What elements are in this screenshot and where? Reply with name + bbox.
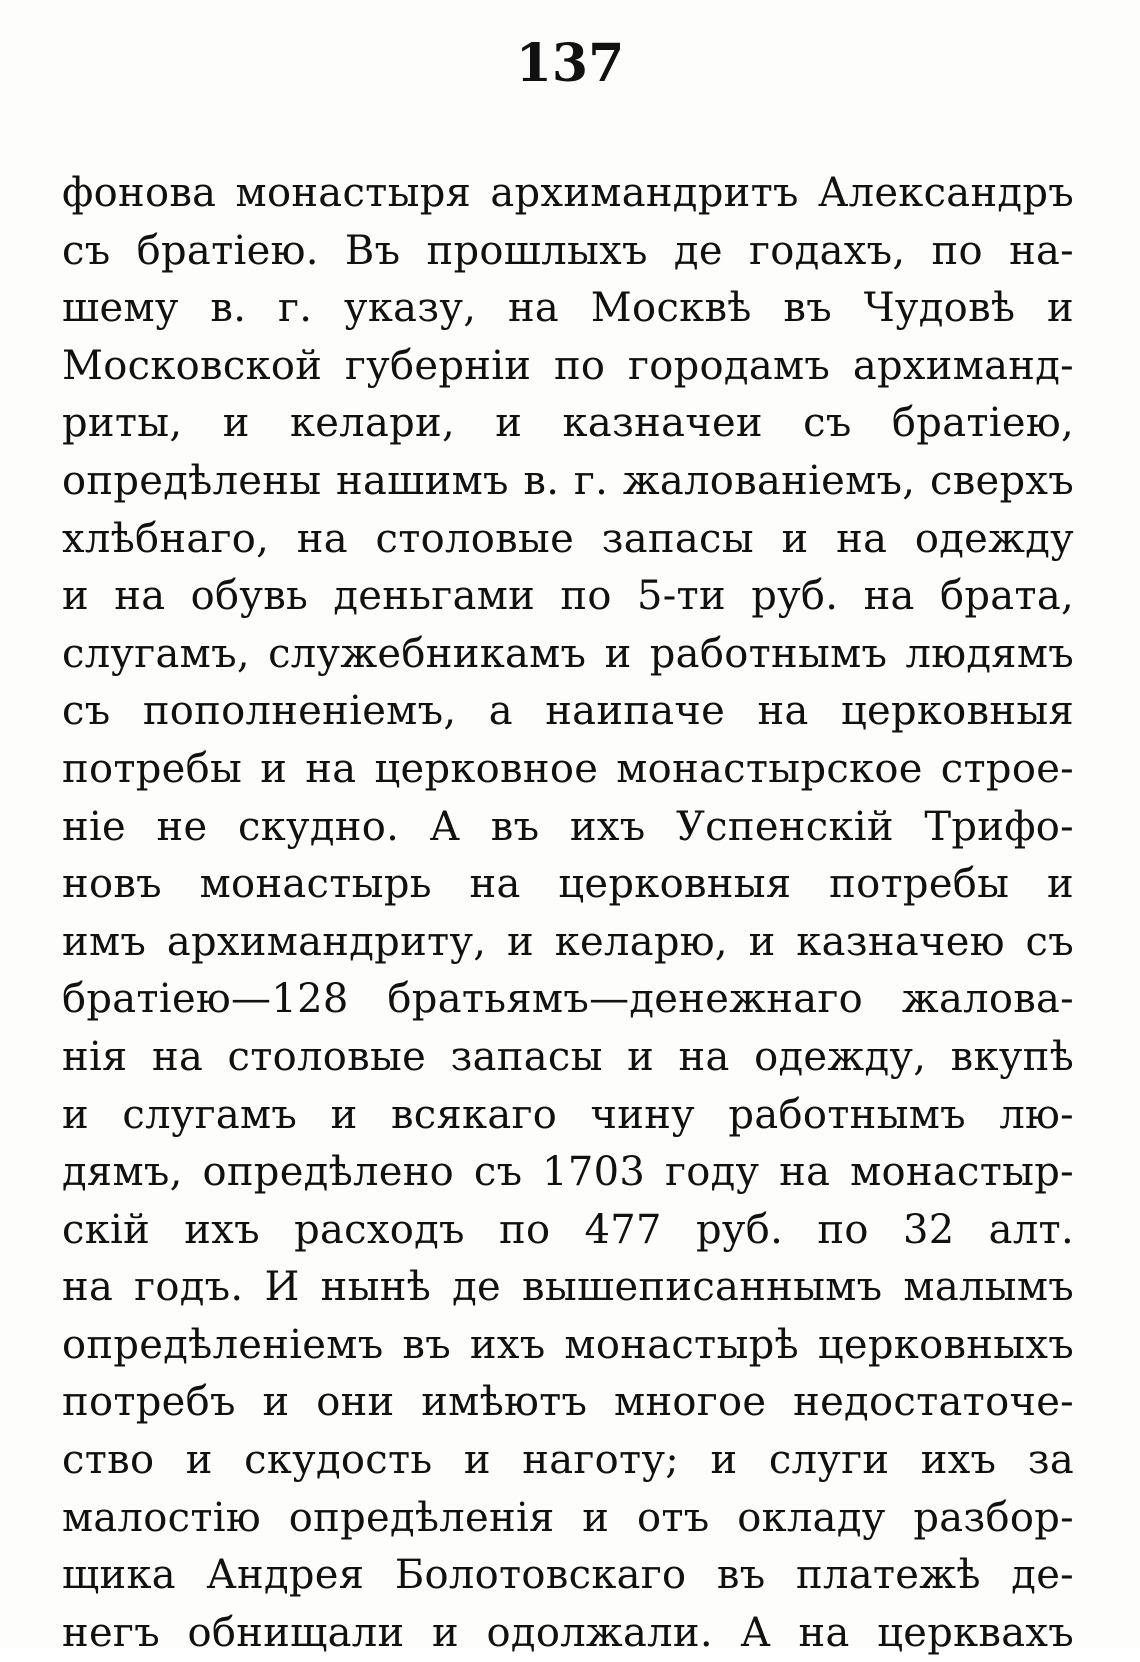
text-line: новъ монастырь на церковныя потребы и (62, 861, 1074, 908)
text-line: слугамъ, служебникамъ и работнымъ людямъ (62, 630, 1074, 677)
text-line: риты, и келари, и казначеи съ братіею, (62, 400, 1074, 447)
text-line: Московской губерніи по городамъ архиманд- (62, 342, 1074, 389)
text-line: шему в. г. указу, на Москвѣ въ Чудовѣ и (62, 285, 1074, 332)
text-line: и слугамъ и всякаго чину работнымъ лю- (62, 1091, 1074, 1138)
text-line: ніе не скудно. А въ ихъ Успенскій Трифо- (62, 803, 1074, 850)
text-line: фонова монастыря архимандритъ Александръ (62, 170, 1074, 216)
text-line: нія на столовые запасы и на одежду, вкупѣ (62, 1033, 1074, 1080)
text-line: братіею—128 братьямъ—денежнаго жалова- (62, 976, 1074, 1023)
text-line: съ пополненіемъ, а наипаче на церковныя (62, 688, 1074, 735)
text-line: негъ обнищали и одолжали. А на церквахъ (62, 1609, 1074, 1656)
text-line: и на обувь деньгами по 5-ти руб. на брата, (62, 573, 1074, 620)
text-line: щика Андрея Болотовскаго въ платежѣ де- (62, 1552, 1074, 1599)
body-text (62, 165, 1074, 1662)
text-line: опредѣленіемъ въ ихъ монастырѣ церковныхъ (62, 1321, 1074, 1368)
text-line: потребъ и они имѣютъ многое недостаточе- (62, 1379, 1074, 1426)
text-line: съ братіею. Въ прошлыхъ де годахъ, по на- (62, 227, 1074, 274)
text-line: хлѣбнаго, на столовые запасы и на одежду (62, 515, 1074, 562)
text-line: на годъ. И нынѣ де вышеписаннымъ малымъ (62, 1264, 1074, 1311)
text-line: имъ архимандриту, и келарю, и казначею съ (62, 918, 1074, 965)
text-line: дямъ, опредѣлено съ 1703 году на монастыр- (62, 1149, 1074, 1196)
text-line: ство и скудость и наготу; и слуги ихъ за (62, 1437, 1074, 1484)
text-line: скій ихъ расходъ по 477 руб. по 32 алт. (62, 1206, 1074, 1253)
page-number: 137 (515, 33, 625, 94)
text-line: малостію опредѣленія и отъ окладу разбор- (62, 1494, 1074, 1541)
text-line: опредѣлены нашимъ в. г. жалованіемъ, сверхъ (62, 457, 1074, 504)
text-line: потребы и на церковное монастырское строе- (62, 745, 1074, 792)
